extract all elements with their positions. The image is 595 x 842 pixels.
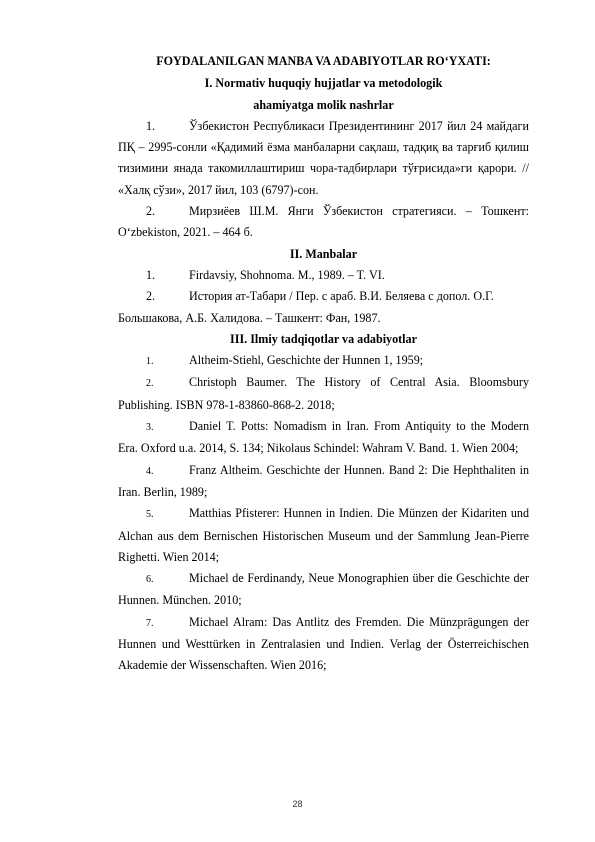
entry-text: Мирзиёев Ш.М. Янги Ўзбекистон стратегияси. – Тошкент: O‘zbekiston, 2021. – 464 б. <box>118 204 529 240</box>
document-title: FOYDALANILGAN MANBA VA ADABIYOTLAR RO‘YXATI: <box>156 54 491 68</box>
reference-entry <box>118 286 529 307</box>
section-heading-line: ahamiyatga molik nashrlar <box>253 97 394 112</box>
entry-number: 1. <box>146 356 154 368</box>
reference-entry <box>118 265 529 286</box>
entry-text-continuation: Большакова, А.Б. Халидова. – Ташкент: Фан, 1987. <box>118 310 381 325</box>
entry-text: Michael de Ferdinandy, Neue Monographien über die Geschichte der Hunnen. München. 2010; <box>118 571 529 608</box>
section-heading-line: II. Manbalar <box>289 246 358 261</box>
section-heading-line: III. Ilmiy tadqiqotlar va adabiyotlar <box>230 331 417 346</box>
reference-entry <box>118 372 529 416</box>
document-body <box>118 51 529 677</box>
entry-text: Daniel T. Potts: Nomadism in Iran. From Antiquity to the Modern Era. Oxford u.a. 2014, S. 134; Nikolaus Schindel: Wahram V. Band. 1. Wien 2004; <box>118 419 529 456</box>
entry-number: 4. <box>146 465 154 477</box>
entry-text: История ат-Табари / Пер. с араб. В.И. Беляева с допол. О.Г. <box>189 289 494 304</box>
reference-entry <box>118 416 529 460</box>
reference-entry <box>118 350 529 372</box>
entry-number: 5. <box>146 509 154 521</box>
entry-text: Michael Alram: Das Antlitz des Fremden. Die Münzprägungen der Hunnen und Westtürken in Zentralasien und Indien. Verlag der Österreichischen Akademie der Wissenschaften. Wien 2016; <box>118 614 529 673</box>
entry-text: Christoph Baumer. The History of Central Asia. Bloomsbury Publishing. ISBN 978-1-83860-868-2. 2018; <box>118 375 529 412</box>
reference-entry <box>118 201 529 244</box>
entry-text: Altheim-Stiehl, Geschichte der Hunnen 1, 1959; <box>189 353 424 368</box>
section-heading-research <box>118 329 529 350</box>
section-heading-sources <box>118 244 529 265</box>
entry-number: 2. <box>146 204 156 219</box>
entry-text: Ўзбекистон Республикаси Президентининг 2017 йил 24 майдаги ПҚ – 2995-сонли «Қадимий ёзма манбаларни сақлаш, тадқиқ ва тарғиб қилиш тизимини янада такомиллаштириш чора-тадбирлари тўғрисида»ги қарори. // «Халқ сўзи», 2017 йил, 103 (6797)-сон. <box>118 118 529 197</box>
entry-text: Firdavsiy, Shohnoma. M., 1989. – T. VI. <box>189 267 385 282</box>
entry-number: 2. <box>146 289 156 304</box>
entry-number: 7. <box>146 617 154 629</box>
entry-text: Franz Altheim. Geschichte der Hunnen. Band 2: Die Hephthaliten in Iran. Berlin, 1989; <box>118 462 529 499</box>
reference-entry <box>118 116 529 201</box>
reference-entry-continuation <box>118 308 529 329</box>
entry-text: Matthias Pfisterer: Hunnen in Indien. Die Münzen der Kidariten und Alchan aus dem Bernischen Historischen Museum und der Sammlung Jean-Pierre Righetti. Wien 2014; <box>118 506 529 564</box>
section-heading-line: I. Normativ huquqiy hujjatlar va metodologik <box>204 76 443 91</box>
page-number: 28 <box>292 799 303 809</box>
reference-entry <box>118 460 529 504</box>
entry-number: 1. <box>146 118 156 133</box>
entry-number: 1. <box>146 267 156 282</box>
reference-entry <box>118 568 529 612</box>
entry-number: 2. <box>146 378 154 390</box>
section-heading-normative <box>118 73 529 116</box>
reference-entry <box>118 503 529 568</box>
entry-number: 3. <box>146 422 154 434</box>
entry-number: 6. <box>146 574 154 586</box>
reference-entry <box>118 612 529 677</box>
